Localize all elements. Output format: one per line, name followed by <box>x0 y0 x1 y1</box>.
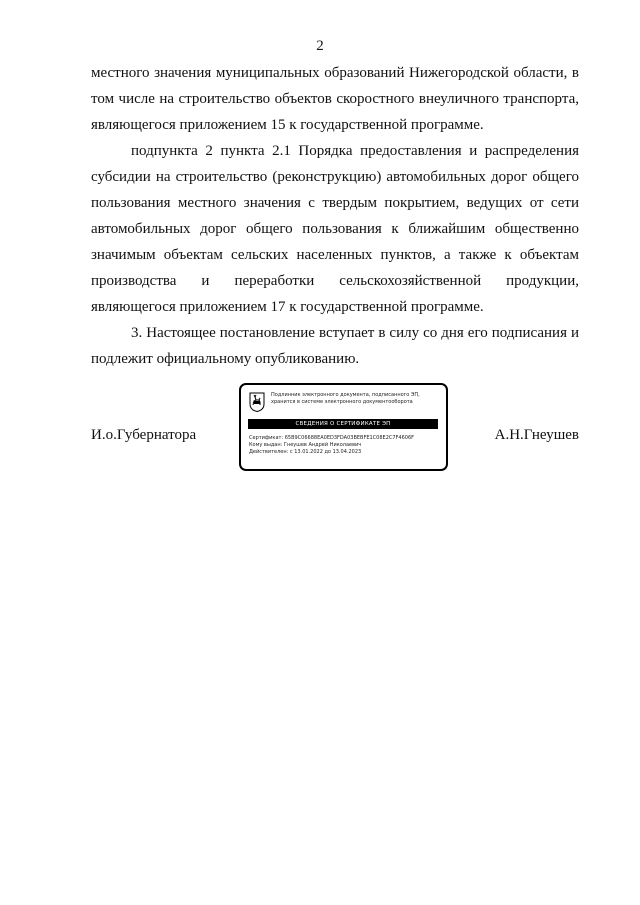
stamp-valid-row <box>249 449 361 456</box>
paragraph-continuation: местного значения муниципальных образований Нижегородской области, в том числе на строительство объектов скоростного внеуличного транспорта, являющегося приложением 15 к государственной программе. <box>91 65 579 133</box>
stamp-caption: Подлинник электронного документа, подписанного ЭП, хранится в системе электронного документооборота <box>271 392 420 405</box>
paragraph-effective-date: 3. Настоящее постановление вступает в силу со дня его подписания и подлежит официальному опубликованию. <box>91 325 579 367</box>
page-number: 2 <box>316 38 324 54</box>
signatory-position: И.о.Губернатора <box>91 427 197 443</box>
valid-label: Действителен: <box>249 449 289 455</box>
stamp-issued-to-row <box>249 442 361 449</box>
paragraph-subclause: подпункта 2 пункта 2.1 Порядка предоставления и распределения субсидии на строительство (реконструкцию) автомобильных дорог общего пользования местного значения с твердым покрытием, ведущих от сети автомобильных дорог общего пользования к ближайшим общественно значимым объектам сельских населенных пунктов, а также к объектам производства и переработки сельскохозяйственной продукции, являющегося приложением 17 к государственной программе. <box>91 143 579 315</box>
issued-to-value: Гнеушев Андрей Николаевич <box>283 442 362 448</box>
stamp-title: СВЕДЕНИЯ О СЕРТИФИКАТЕ ЭП <box>248 419 438 429</box>
certificate-value: 65B9C06688EA0ED3FDA03BEBFE1C08E2C7F4606F <box>284 435 415 441</box>
valid-value: с 13.01.2022 до 13.04.2023 <box>289 449 362 455</box>
issued-to-label: Кому выдан: <box>249 442 283 448</box>
document-body <box>91 60 579 372</box>
stamp-certificate-row <box>249 435 414 442</box>
signatory-name: А.Н.Гнеушев <box>494 427 579 443</box>
certificate-label: Сертификат: <box>249 435 284 441</box>
electronic-signature-stamp <box>239 383 448 471</box>
deer-emblem-icon <box>249 392 265 412</box>
